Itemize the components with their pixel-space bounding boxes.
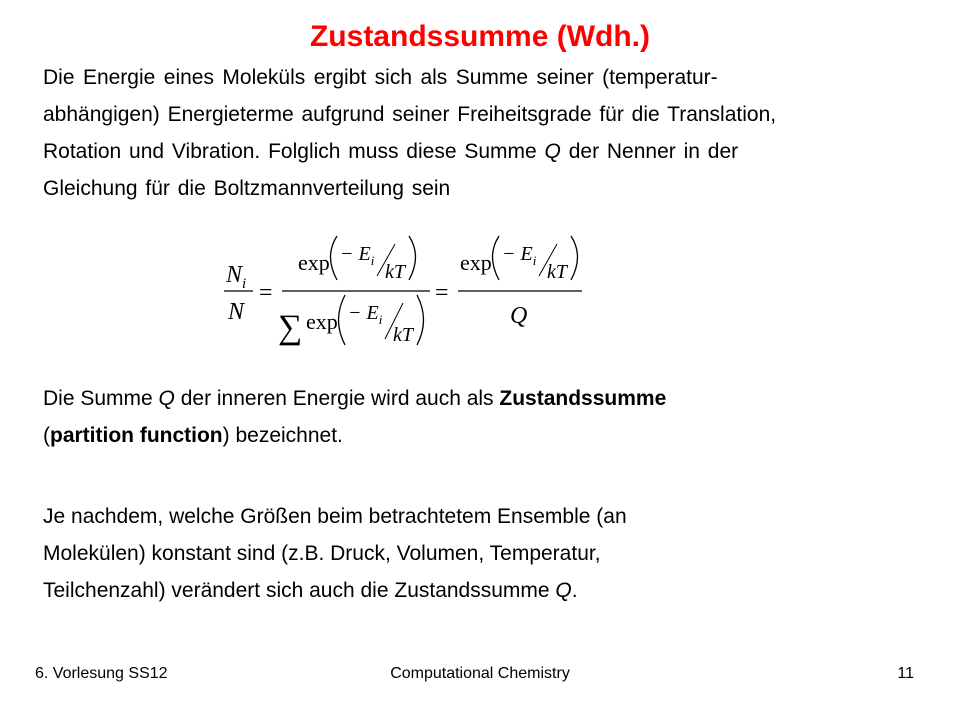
formula-exp-den: exp: [306, 309, 338, 334]
intro-line-3-end: der Nenner in der: [560, 140, 739, 163]
ensemble-line-2: Molekülen) konstant sind (z.B. Druck, Volumen, Temperatur,: [43, 542, 601, 565]
intro-line-3: [43, 133, 776, 170]
summary-line-2: [43, 417, 666, 454]
formula-minusE-den: − $E_i$: [348, 302, 383, 327]
term-partition-function: partition function: [50, 424, 223, 447]
intro-line-4: Gleichung für die Boltzmannverteilung sein: [43, 177, 451, 200]
footer-lecture: 6. Vorlesung SS12: [35, 665, 168, 682]
formula-exp-num2: exp: [460, 250, 492, 275]
formula-kT-num2: kT: [547, 261, 567, 283]
summary-text-2: der inneren Energie wird auch als: [174, 387, 500, 410]
ensemble-paragraph: [43, 498, 627, 609]
ensemble-line-1: Je nachdem, welche Größen beim betrachtetem Ensemble (an: [43, 505, 627, 528]
q-symbol: Q: [158, 387, 175, 410]
boltzmann-formula: [220, 228, 600, 353]
formula-equals-2: =: [435, 280, 449, 306]
ensemble-line-3: [43, 572, 627, 609]
formula-kT-den: kT: [393, 324, 413, 346]
ensemble-line-3-end: .: [571, 579, 578, 602]
formula-equals-1: =: [259, 280, 273, 306]
summary-text-3: (: [43, 424, 50, 447]
summary-paragraph: [43, 380, 666, 454]
intro-paragraph: [43, 59, 776, 207]
summary-text-1: Die Summe: [43, 387, 159, 410]
ensemble-line-3-text: Teilchenzahl) verändert sich auch die Zustandssumme: [43, 579, 556, 602]
footer-page-number: 11: [897, 665, 914, 682]
intro-line-3-start: Rotation und Vibration. Folglich muss diese Summe: [43, 140, 545, 163]
formula-minusE-num1: − $E_i$: [340, 243, 375, 268]
formula-exp-num1: exp: [298, 250, 330, 275]
q-symbol: Q: [544, 140, 561, 163]
formula-minusE-num2: − $E_i$: [502, 243, 537, 268]
intro-line-1: Die Energie eines Moleküls ergibt sich als Summe seiner (temperatur-: [43, 66, 718, 89]
intro-line-2: abhängigen) Energieterme aufgrund seiner Freiheitsgrade für die Translation,: [43, 103, 777, 126]
q-symbol: Q: [555, 579, 572, 602]
formula-N: N: [228, 299, 245, 325]
slide-title: Zustandssumme (Wdh.): [309, 20, 650, 53]
term-zustandssumme: Zustandssumme: [499, 387, 667, 410]
formula-Q: Q: [510, 303, 528, 329]
summary-line-1: [43, 380, 666, 417]
footer-course: Computational Chemistry: [390, 665, 570, 682]
formula-sum: ∑: [278, 309, 303, 346]
formula-Ni: $N_i$: [226, 262, 247, 292]
formula-kT-num1: kT: [385, 261, 405, 283]
summary-text-4: ) bezeichnet.: [222, 424, 343, 447]
